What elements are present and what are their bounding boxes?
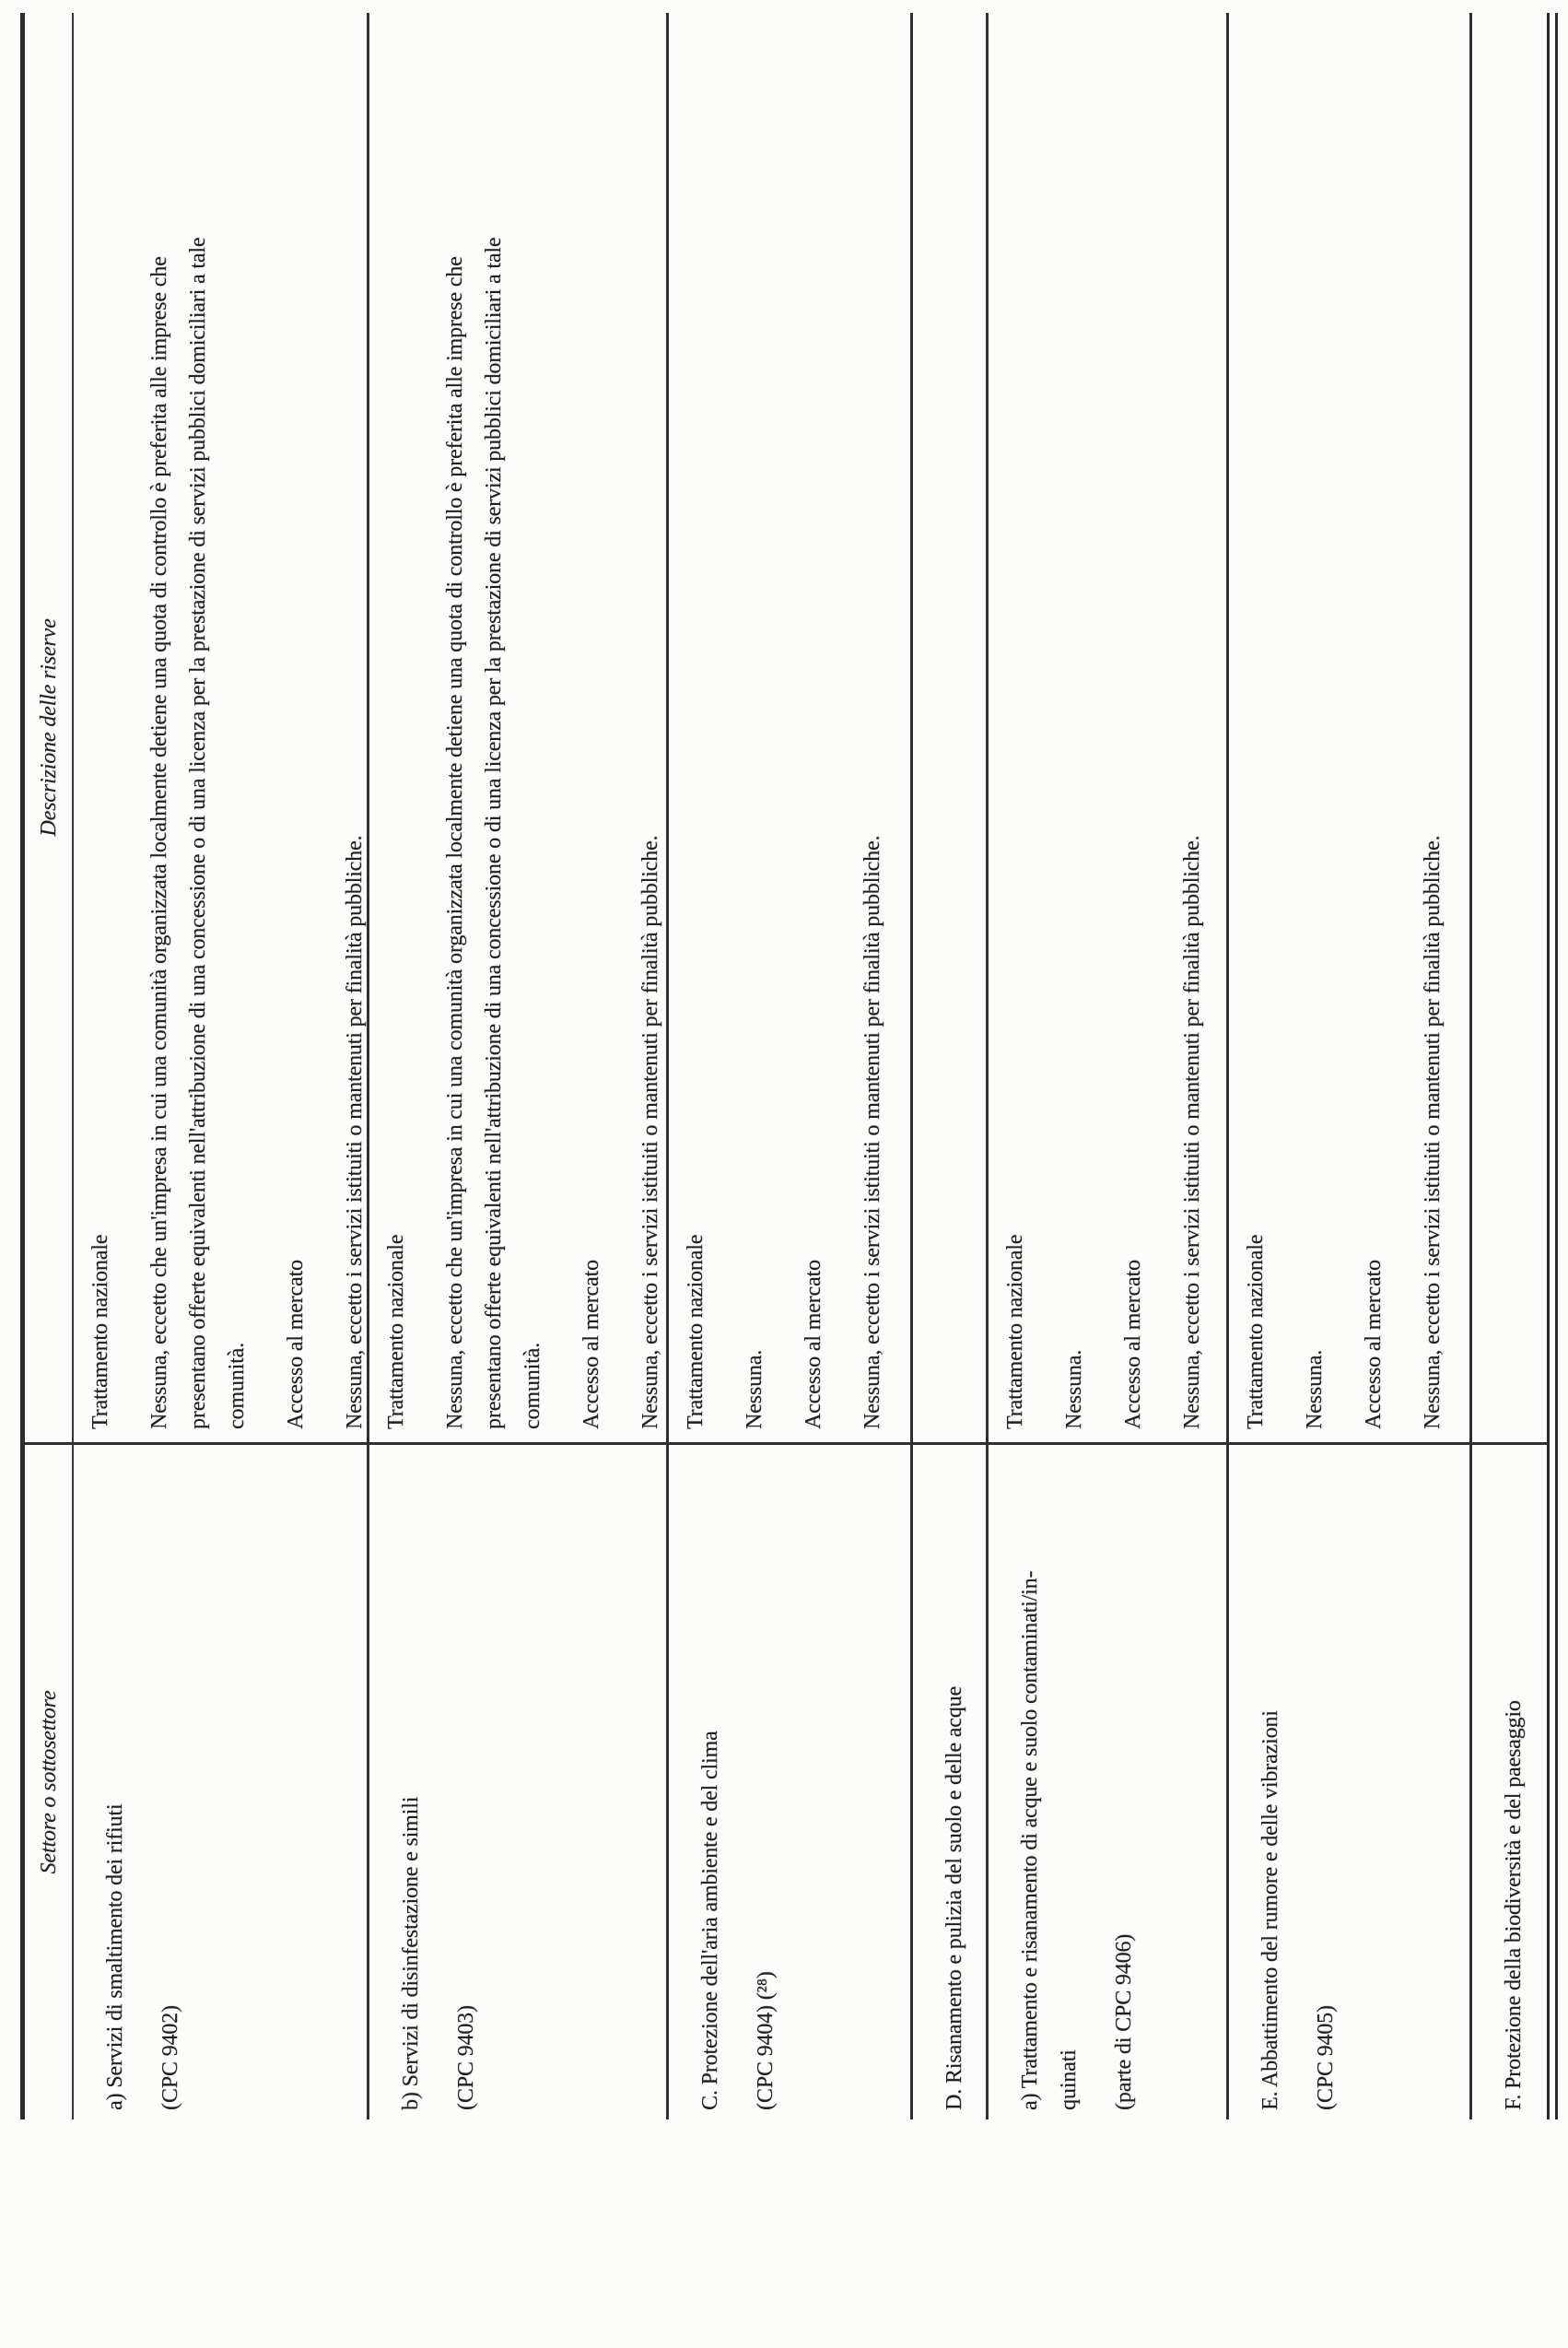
description-cell xyxy=(1229,13,1469,1442)
table-row xyxy=(74,13,369,2119)
description-text-block xyxy=(853,18,892,1429)
table-header-row xyxy=(25,13,74,2119)
description-text-block xyxy=(1173,18,1211,1429)
description-cell xyxy=(74,13,367,1442)
table-row xyxy=(1472,13,1547,2119)
sector-line: (parte di CPC 9406) xyxy=(1112,1933,1136,2110)
sector-line: quinati xyxy=(1057,2049,1081,2110)
description-text-block xyxy=(735,18,774,1429)
description-line: Nessuna, eccetto i servizi istituiti o mantenuti per finalità pubbliche. xyxy=(638,835,662,1429)
description-text-block xyxy=(1354,18,1393,1429)
description-text-block xyxy=(335,18,374,1429)
description-line: presentano offerte equivalenti nell'attribuzione di una concessione o di una licenza per la prestazione di servizi pubblici domiciliari a tale xyxy=(482,237,506,1429)
sector-header-cell xyxy=(25,1442,72,2119)
description-text-block xyxy=(631,18,670,1429)
description-text-block xyxy=(1055,18,1094,1429)
sector-cell xyxy=(74,1442,367,2119)
description-line: Trattamento nazionale xyxy=(384,1234,408,1429)
description-line: Trattamento nazionale xyxy=(1244,1234,1268,1429)
description-line: Nessuna, eccetto i servizi istituiti o mantenuti per finalità pubbliche. xyxy=(860,835,884,1429)
description-line: comunità. xyxy=(521,1343,544,1429)
table-row xyxy=(369,13,669,2119)
description-line: Trattamento nazionale xyxy=(1003,1234,1027,1429)
sector-line: F. Protezione della biodiversità e del paesaggio xyxy=(1502,1700,1526,2110)
description-line: Accesso al mercato xyxy=(802,1260,825,1429)
sector-cell xyxy=(989,1442,1226,2119)
sector-line: (CPC 9403) xyxy=(454,2005,478,2110)
description-line: Nessuna, eccetto che un'impresa in cui una comunità organizzata localmente detiene una quota di controllo è preferita alle imprese che xyxy=(147,256,171,1429)
rotated-table xyxy=(20,13,1558,2119)
table-row xyxy=(1229,13,1472,2119)
sector-text-block xyxy=(1251,1469,1290,2110)
description-line: Accesso al mercato xyxy=(579,1260,603,1429)
description-line: Nessuna, eccetto i servizi istituiti o mantenuti per finalità pubbliche. xyxy=(1421,835,1445,1429)
sector-line: D. Risanamento e pulizia del suolo e delle acque xyxy=(942,1686,966,2110)
sector-text-block xyxy=(1306,1469,1345,2110)
sector-line: (CPC 9404) (²⁸) xyxy=(754,1971,778,2110)
sector-text-block xyxy=(935,1469,974,2110)
sector-cell xyxy=(369,1442,666,2119)
description-cell xyxy=(669,13,910,1442)
description-line: Accesso al mercato xyxy=(284,1260,308,1429)
description-text-block xyxy=(1236,18,1275,1429)
description-text-block xyxy=(1114,18,1153,1429)
sector-line: a) Servizi di smaltimento dei rifiuti xyxy=(103,1803,127,2110)
table-body xyxy=(74,13,1547,2119)
sector-cell xyxy=(913,1442,986,2119)
description-line: Nessuna, eccetto che un'impresa in cui una comunità organizzata localmente detiene una quota di controllo è preferita alle imprese che xyxy=(443,256,467,1429)
description-text-block xyxy=(572,18,611,1429)
description-text-block xyxy=(140,18,256,1429)
description-line: Accesso al mercato xyxy=(1362,1260,1386,1429)
description-text-block xyxy=(436,18,552,1429)
description-line: Nessuna, eccetto i servizi istituiti o mantenuti per finalità pubbliche. xyxy=(343,835,367,1429)
description-text-block xyxy=(1413,18,1452,1429)
sector-text-block xyxy=(1105,1469,1143,2110)
sector-text-block xyxy=(746,1469,785,2110)
table-row xyxy=(989,13,1229,2119)
sector-line: (CPC 9405) xyxy=(1314,2005,1338,2110)
sector-text-block xyxy=(96,1469,135,2110)
sector-text-block xyxy=(1011,1469,1088,2110)
description-header-cell xyxy=(25,13,72,1442)
table-row xyxy=(669,13,913,2119)
description-text-block xyxy=(794,18,833,1429)
sector-text-block xyxy=(392,1469,430,2110)
sector-text-block xyxy=(151,1469,190,2110)
sector-line: a) Trattamento e risanamento di acque e suolo contaminati/in- xyxy=(1018,1570,1042,2110)
description-line: Nessuna. xyxy=(1062,1349,1086,1429)
description-line: Accesso al mercato xyxy=(1121,1260,1145,1429)
description-text-block xyxy=(377,18,415,1429)
description-cell xyxy=(1472,13,1547,1442)
table-bottom-double-rule xyxy=(1547,13,1558,2119)
description-cell xyxy=(369,13,666,1442)
sector-cell xyxy=(669,1442,910,2119)
sector-cell xyxy=(1229,1442,1469,2119)
description-line: Nessuna. xyxy=(743,1349,766,1429)
sector-line: b) Servizi di disinfestazione e simili xyxy=(399,1796,423,2110)
column-header-sector: Settore o sottosettore xyxy=(36,1690,61,1874)
description-text-block xyxy=(1295,18,1334,1429)
description-text-block xyxy=(276,18,315,1429)
description-cell xyxy=(989,13,1226,1442)
sector-text-block xyxy=(691,1469,730,2110)
description-line: comunità. xyxy=(225,1343,249,1429)
sector-cell xyxy=(1472,1442,1547,2119)
sector-line: E. Abbattimento del rumore e delle vibrazioni xyxy=(1258,1710,1282,2110)
description-line: Nessuna. xyxy=(1303,1349,1327,1429)
column-header-description: Descrizione delle riserve xyxy=(36,618,61,837)
description-line: Trattamento nazionale xyxy=(684,1234,708,1429)
description-line: Trattamento nazionale xyxy=(88,1234,112,1429)
table-row xyxy=(913,13,989,2119)
description-text-block xyxy=(996,18,1035,1429)
description-cell xyxy=(913,13,986,1442)
sector-text-block xyxy=(1494,1469,1533,2110)
description-text-block xyxy=(676,18,715,1429)
description-line: Nessuna, eccetto i servizi istituiti o mantenuti per finalità pubbliche. xyxy=(1180,835,1204,1429)
sector-line: C. Protezione dell'aria ambiente e del clima xyxy=(698,1731,722,2110)
sector-text-block xyxy=(447,1469,486,2110)
description-line: presentano offerte equivalenti nell'attribuzione di una concessione o di una licenza per la prestazione di servizi pubblici domiciliari a tale xyxy=(186,237,210,1429)
description-text-block xyxy=(81,18,120,1429)
sector-line: (CPC 9402) xyxy=(158,2005,182,2110)
